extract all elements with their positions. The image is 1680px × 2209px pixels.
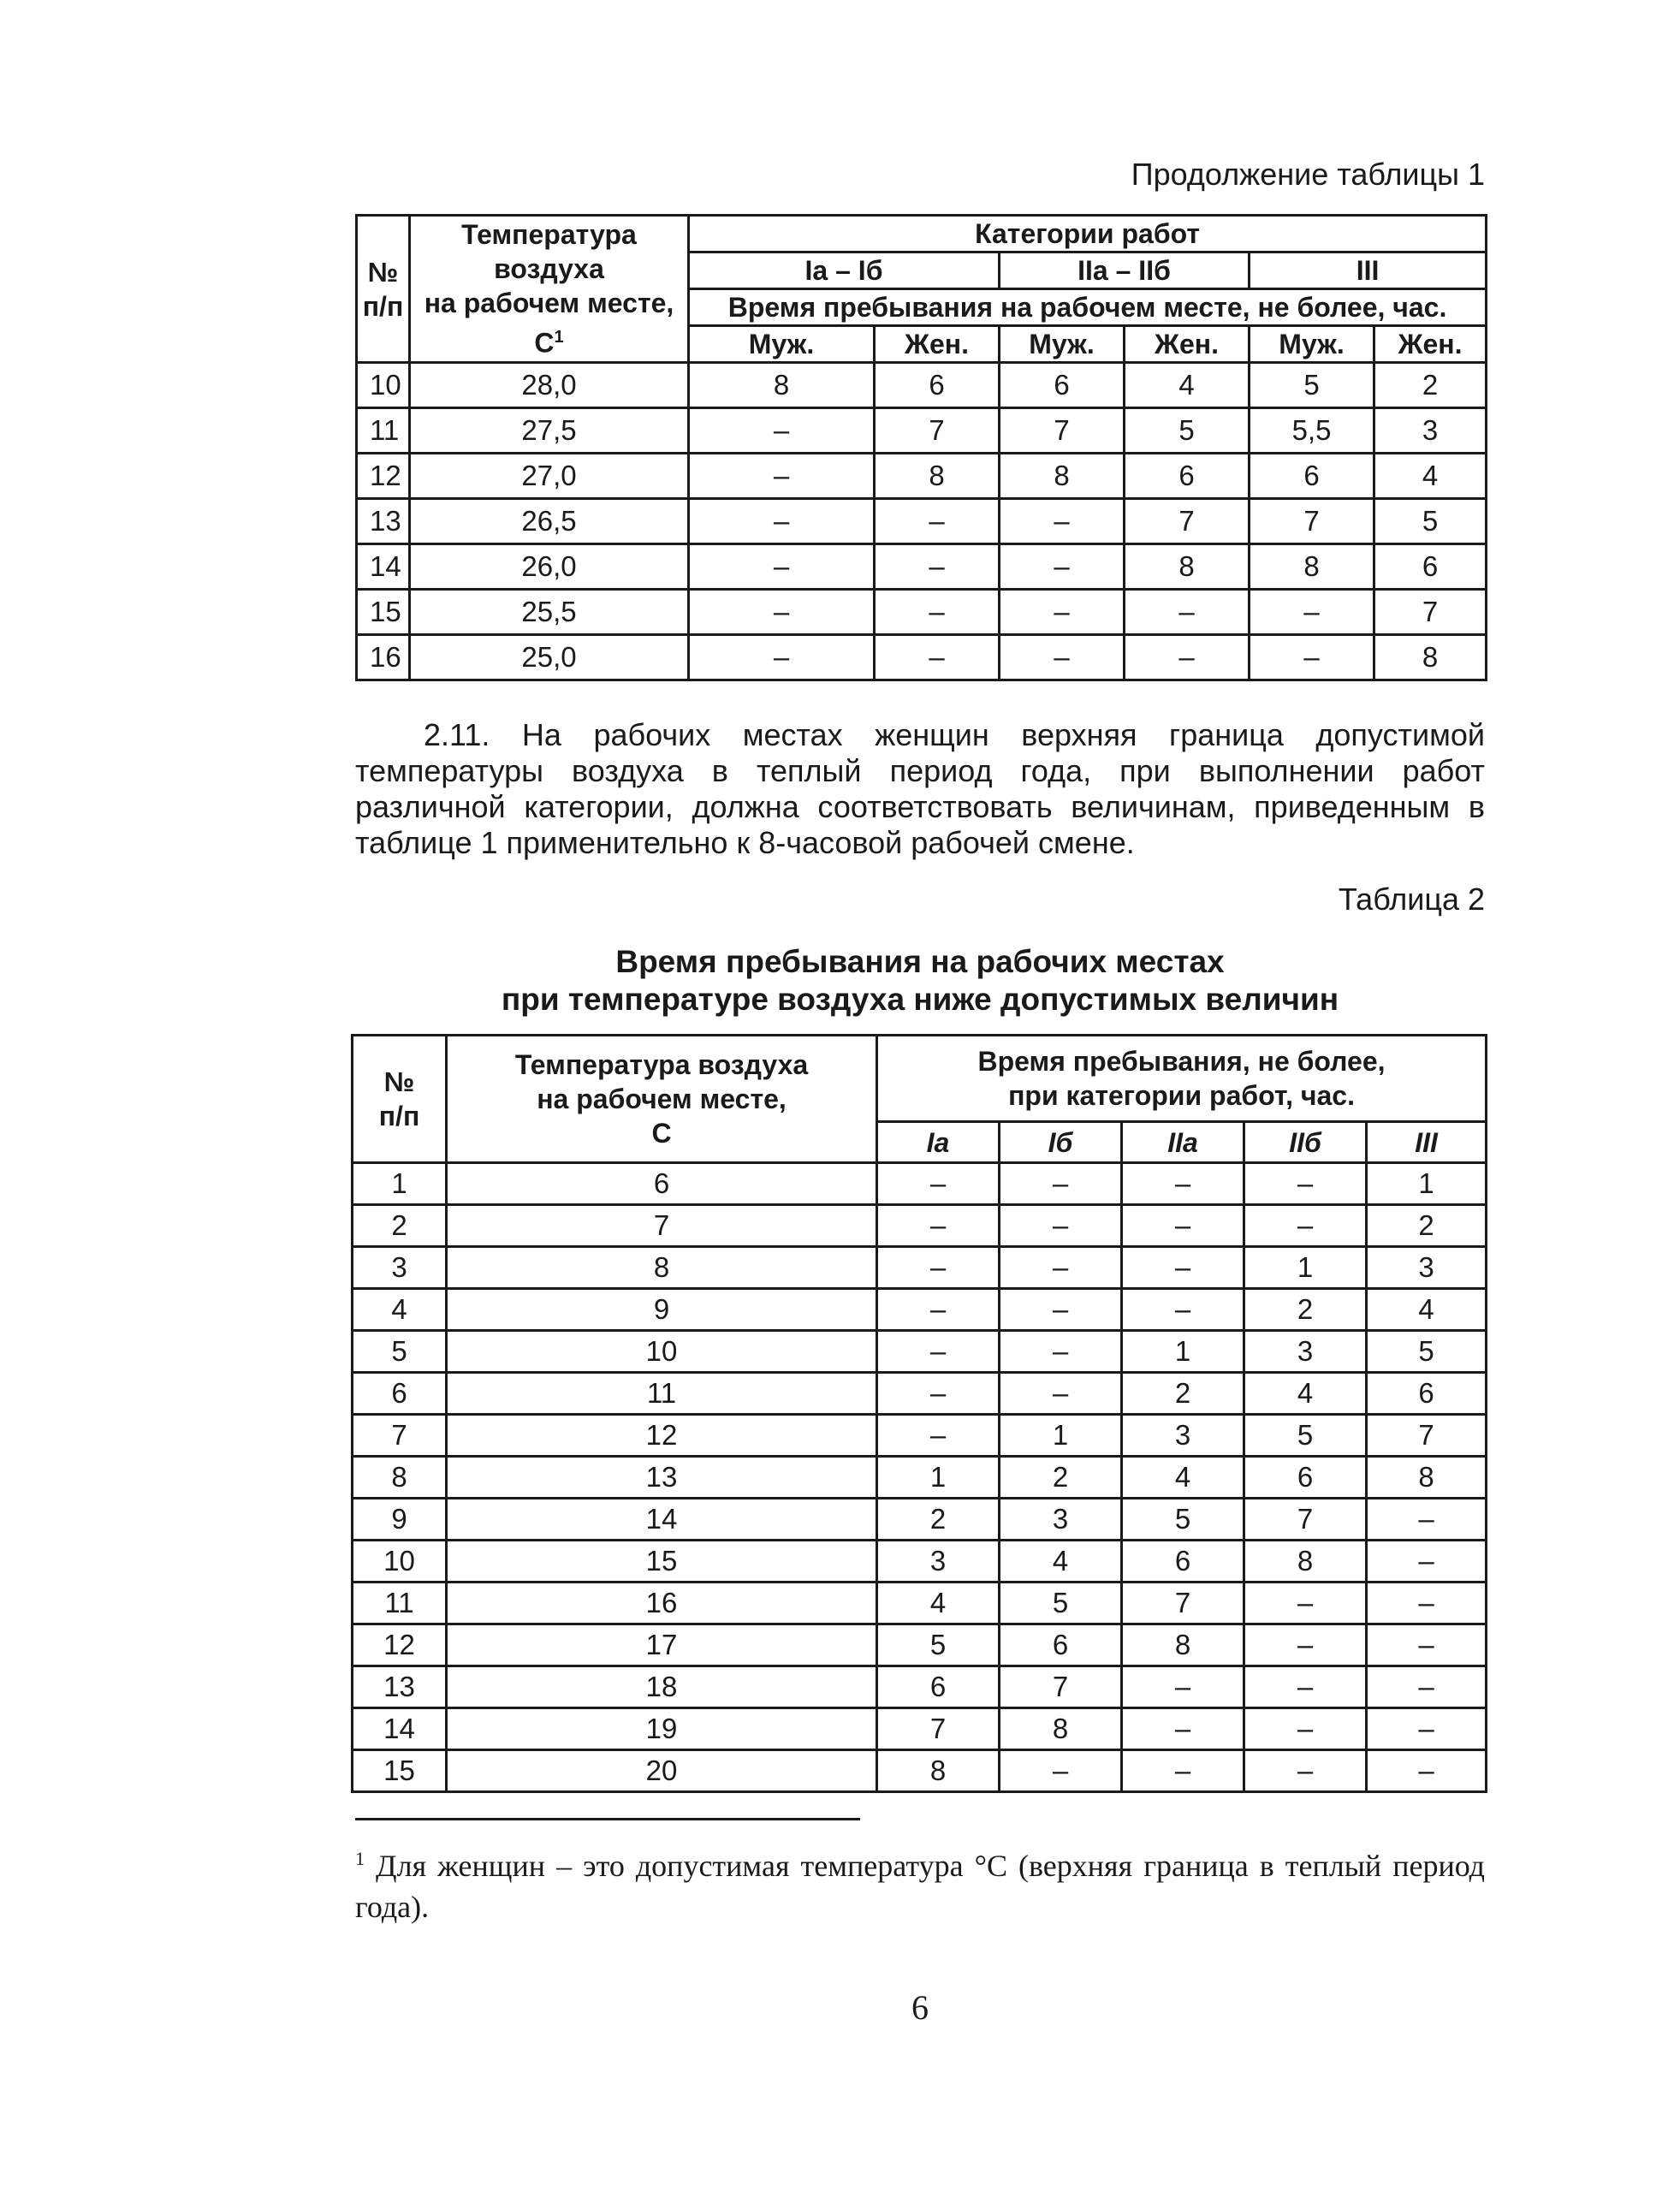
row-number: 11 [353,1583,447,1624]
temperature-cell: 7 [447,1205,877,1247]
time-cell: – [1244,1163,1367,1205]
time-cell: – [1250,635,1374,680]
row-number: 15 [353,1750,447,1792]
time-cell: – [689,590,875,635]
temp-header-line3: на рабочем месте, [424,288,674,319]
temperature-cell: 6 [447,1163,877,1205]
time-header-line2: при категории работ, час. [1008,1080,1355,1112]
time-cell: 2 [877,1499,1000,1541]
temperature-cell: 15 [447,1541,877,1583]
time-cell: 7 [1000,1666,1122,1708]
table-row [353,1708,1487,1750]
table-row [353,1750,1487,1792]
table2-title [355,943,1485,1018]
time-cell: 5 [1125,408,1250,454]
sex-header: Муж. [689,326,875,363]
temperature-cell: 17 [447,1624,877,1666]
time-cell: 4 [877,1583,1000,1624]
temperature-cell: 27,5 [410,408,689,454]
time-cell: 6 [1000,1624,1122,1666]
time-cell: 5 [1374,499,1487,544]
time-cell: 5 [1122,1499,1244,1541]
time-cell: 5 [1000,1583,1122,1624]
time-cell: – [689,454,875,499]
time-cell: 6 [1367,1373,1487,1415]
time-cell: 7 [1000,408,1125,454]
time-cell: – [1367,1583,1487,1624]
table-row [353,1457,1487,1499]
time-cell: – [877,1373,1000,1415]
time-cell: – [1125,635,1250,680]
footnote-ref: 1 [554,328,564,347]
time-cell: – [1000,635,1125,680]
time-cell: 6 [1244,1457,1367,1499]
time-cell: 8 [1125,544,1250,590]
row-number: 4 [353,1289,447,1331]
temperature-cell: 20 [447,1750,877,1792]
time-cell: 2 [1000,1457,1122,1499]
temp-header-line1: Температура [461,219,637,251]
temp-header-line1: Температура воздуха [514,1049,809,1080]
time-cell: 8 [1374,635,1487,680]
time-cell: – [877,1205,1000,1247]
table-row [353,1247,1487,1289]
time-cell: – [1367,1708,1487,1750]
time-cell: 3 [1122,1415,1244,1457]
time-cell: 4 [1000,1541,1122,1583]
time-cell: 2 [1122,1373,1244,1415]
time-cell: 7 [1374,590,1487,635]
temperature-cell: 25,0 [410,635,689,680]
time-cell: – [877,1163,1000,1205]
category-header: III [1367,1122,1487,1163]
temperature-cell: 9 [447,1289,877,1331]
table2-title-line1: Время пребывания на рабочих местах [615,944,1225,979]
time-cell: – [877,1247,1000,1289]
time-cell: – [689,408,875,454]
time-cell: 8 [689,363,875,408]
time-cell: 6 [1122,1541,1244,1583]
time-cell: – [1367,1624,1487,1666]
category-header: IIа [1122,1122,1244,1163]
col-header-time: Время пребывания на рабочем месте, не более, час. [689,289,1487,326]
col-header-number: № п/п [353,1036,447,1163]
paragraph-text: 2.11. На рабочих местах женщин верхняя граница допустимой температуры воздуха в теплый период года, при выполнении работ различной категории, должна соответствовать величинам, приведенным в таблице 1 применительно к 8-часовой рабочей смене. [355,717,1485,860]
time-cell: – [875,499,1000,544]
time-cell: – [1367,1750,1487,1792]
time-cell: – [1000,1750,1122,1792]
sex-header: Муж. [1250,326,1374,363]
table-row [353,1583,1487,1624]
table-row [353,1373,1487,1415]
table2-label: Таблица 2 [1338,882,1485,917]
time-cell: 1 [1122,1331,1244,1373]
table-row [357,635,1487,680]
time-cell: – [1000,499,1125,544]
time-cell: – [1125,590,1250,635]
time-cell: – [1122,1247,1244,1289]
col-header-temperature [447,1036,877,1163]
temperature-cell: 25,5 [410,590,689,635]
time-cell: 5 [1250,363,1374,408]
table-1 [355,214,1487,681]
table-row [353,1499,1487,1541]
table2-title-line2: при температуре воздуха ниже допустимых величин [501,982,1339,1017]
paragraph-2-11 [355,717,1485,861]
temp-header-line2: на рабочем месте, [537,1084,787,1114]
time-cell: 5,5 [1250,408,1374,454]
temperature-cell: 27,0 [410,454,689,499]
time-cell: – [689,499,875,544]
time-cell: 2 [1374,363,1487,408]
table1-continuation-label: Продолжение таблицы 1 [1131,157,1485,192]
row-number: 3 [353,1247,447,1289]
time-cell: – [1367,1541,1487,1583]
time-cell: 8 [1000,1708,1122,1750]
table-row [353,1163,1487,1205]
time-cell: 6 [1125,454,1250,499]
col-header-categories: Категории работ [689,216,1487,252]
time-cell: 7 [1250,499,1374,544]
time-cell: – [1122,1205,1244,1247]
time-cell: – [1122,1666,1244,1708]
time-cell: – [875,635,1000,680]
category-group: III [1250,252,1487,289]
time-cell: – [1000,590,1125,635]
time-cell: 8 [875,454,1000,499]
time-cell: 6 [1374,544,1487,590]
time-cell: – [875,590,1000,635]
time-cell: 3 [1367,1247,1487,1289]
table-row [353,1205,1487,1247]
time-cell: – [1244,1666,1367,1708]
time-cell: – [875,544,1000,590]
time-cell: – [1250,590,1374,635]
col-header-time [877,1036,1487,1122]
row-number: 13 [353,1666,447,1708]
time-cell: – [1122,1750,1244,1792]
temperature-cell: 12 [447,1415,877,1457]
row-number: 12 [353,1624,447,1666]
time-cell: 3 [1000,1499,1122,1541]
time-cell: – [1000,544,1125,590]
time-cell: – [1000,1373,1122,1415]
footnote-index: 1 [355,1848,365,1869]
time-cell: – [689,544,875,590]
time-cell: – [1000,1163,1122,1205]
footnote-separator [355,1818,860,1820]
time-cell: – [1244,1750,1367,1792]
time-cell: 6 [1250,454,1374,499]
table-row [353,1624,1487,1666]
temperature-cell: 14 [447,1499,877,1541]
time-cell: 6 [877,1666,1000,1708]
time-cell: – [1244,1583,1367,1624]
row-number: 7 [353,1415,447,1457]
row-number: 11 [357,408,410,454]
table-2 [351,1034,1487,1793]
row-number: 15 [357,590,410,635]
row-number: 14 [353,1708,447,1750]
time-cell: 3 [1374,408,1487,454]
time-cell: 5 [1367,1331,1487,1373]
time-cell: 7 [1122,1583,1244,1624]
time-cell: – [1367,1499,1487,1541]
time-cell: 6 [1000,363,1125,408]
time-cell: – [1000,1289,1122,1331]
table-row [357,408,1487,454]
page-number: 6 [911,1988,929,2027]
row-number: 1 [353,1163,447,1205]
time-cell: – [1122,1708,1244,1750]
temperature-cell: 11 [447,1373,877,1415]
table-row [353,1541,1487,1583]
row-number: 13 [357,499,410,544]
row-number: 8 [353,1457,447,1499]
sex-header: Жен. [1125,326,1250,363]
row-number: 5 [353,1331,447,1373]
temperature-cell: 18 [447,1666,877,1708]
temp-header-unit: С [651,1118,672,1149]
row-number: 6 [353,1373,447,1415]
time-cell: – [1244,1708,1367,1750]
table-row [357,454,1487,499]
sex-header: Муж. [1000,326,1125,363]
row-number: 9 [353,1499,447,1541]
temperature-cell: 28,0 [410,363,689,408]
table-row [357,544,1487,590]
time-cell: 6 [875,363,1000,408]
time-cell: 1 [1244,1247,1367,1289]
time-cell: – [1367,1666,1487,1708]
table-row [353,1289,1487,1331]
time-cell: 8 [1367,1457,1487,1499]
time-cell: – [1244,1624,1367,1666]
time-cell: 1 [1367,1163,1487,1205]
time-cell: 2 [1367,1205,1487,1247]
sex-header: Жен. [1374,326,1487,363]
time-cell: – [1122,1163,1244,1205]
table-row [353,1415,1487,1457]
temp-header-unit: С [534,327,555,359]
time-cell: 8 [1122,1624,1244,1666]
time-cell: 8 [1250,544,1374,590]
time-cell: – [1000,1247,1122,1289]
time-cell: 5 [1244,1415,1367,1457]
category-header: Iб [1000,1122,1122,1163]
time-cell: – [1000,1331,1122,1373]
time-cell: – [689,635,875,680]
temperature-cell: 16 [447,1583,877,1624]
time-cell: 4 [1125,363,1250,408]
temperature-cell: 19 [447,1708,877,1750]
time-cell: 4 [1122,1457,1244,1499]
row-number: 10 [353,1541,447,1583]
col-header-temperature [410,216,689,363]
time-cell: 8 [1000,454,1125,499]
time-cell: 7 [877,1708,1000,1750]
table-row [357,363,1487,408]
temperature-cell: 26,0 [410,544,689,590]
time-cell: – [1122,1289,1244,1331]
temperature-cell: 8 [447,1247,877,1289]
sex-header: Жен. [875,326,1000,363]
time-cell: 7 [875,408,1000,454]
col-header-number: № п/п [357,216,410,363]
time-cell: 7 [1244,1499,1367,1541]
time-cell: 3 [877,1541,1000,1583]
footnote-text: Для женщин – это допустимая температура °С (верхняя граница в теплый период года). [355,1849,1485,1924]
footnote [355,1838,1485,1927]
time-cell: 2 [1244,1289,1367,1331]
time-cell: – [877,1331,1000,1373]
table-row [357,590,1487,635]
table-row [353,1331,1487,1373]
time-cell: – [877,1289,1000,1331]
table-row [357,499,1487,544]
time-cell: 4 [1374,454,1487,499]
time-cell: 8 [1244,1541,1367,1583]
row-number: 12 [357,454,410,499]
time-cell: 3 [1244,1331,1367,1373]
time-cell: 1 [1000,1415,1122,1457]
time-cell: – [877,1415,1000,1457]
time-cell: – [1000,1205,1122,1247]
time-cell: 7 [1367,1415,1487,1457]
temperature-cell: 10 [447,1331,877,1373]
time-cell: – [1244,1205,1367,1247]
row-number: 10 [357,363,410,408]
time-cell: 4 [1367,1289,1487,1331]
temperature-cell: 26,5 [410,499,689,544]
temp-header-line2: воздуха [494,253,604,285]
time-cell: 8 [877,1750,1000,1792]
category-header: Iа [877,1122,1000,1163]
category-group: IIа – IIб [1000,252,1250,289]
time-cell: 4 [1244,1373,1367,1415]
table-row [353,1666,1487,1708]
category-group: Iа – Iб [689,252,1000,289]
temperature-cell: 13 [447,1457,877,1499]
time-header-line1: Время пребывания, не более, [977,1046,1386,1078]
row-number: 16 [357,635,410,680]
time-cell: 1 [877,1457,1000,1499]
row-number: 14 [357,544,410,590]
time-cell: 7 [1125,499,1250,544]
row-number: 2 [353,1205,447,1247]
time-cell: 5 [877,1624,1000,1666]
category-header: IIб [1244,1122,1367,1163]
